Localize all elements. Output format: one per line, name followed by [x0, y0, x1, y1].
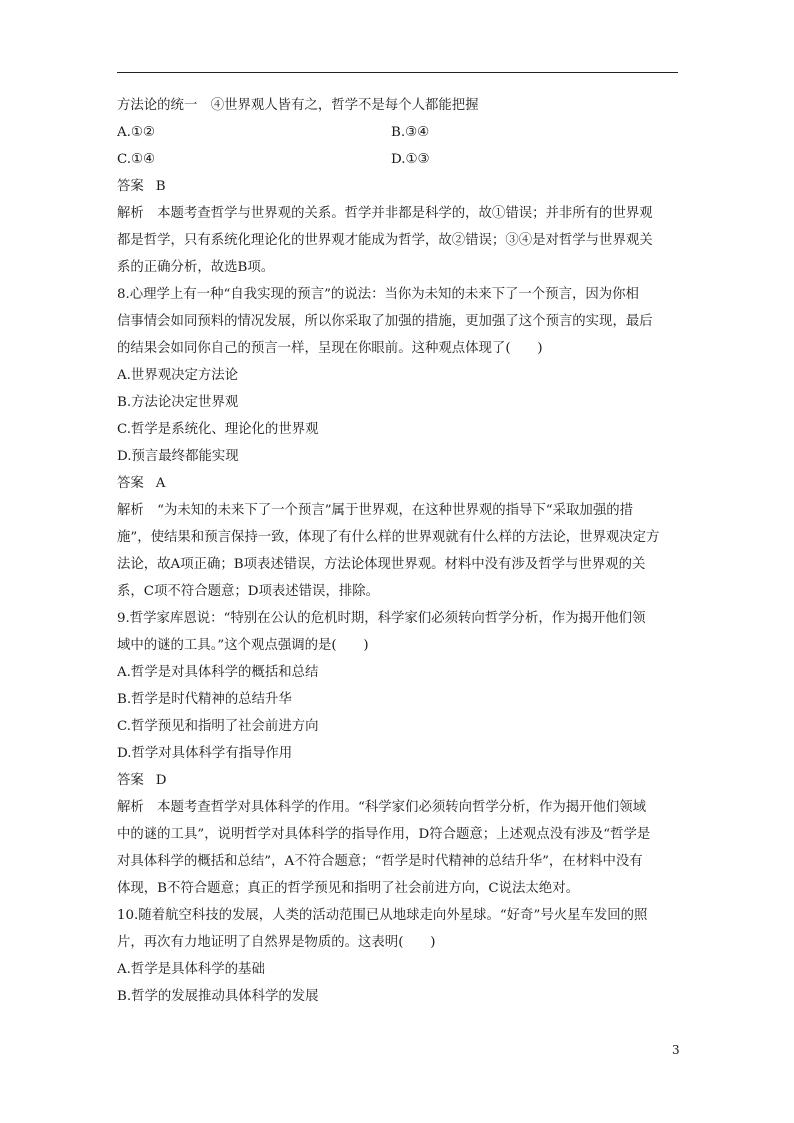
question-9-option: A.哲学是对具体科学的概括和总结: [117, 665, 319, 680]
question-9-analysis-line: 对具体科学的概括和总结”，A不符合题意；“哲学是时代精神的总结升华”，在材料中没有: [117, 854, 643, 869]
option-b: B.③④: [391, 125, 430, 140]
question-8-answer: [117, 470, 682, 497]
question-7-options-row-2: [117, 146, 682, 173]
option-c: C.①④: [117, 152, 156, 167]
question-9-stem-line: 9.哲学家库恩说：“特别在公认的危机时期，科学家们必须转向哲学分析，作为揭开他们领: [117, 611, 646, 626]
question-8-analysis-line: 法论，故A项正确；B项表述错误，方法论体现世界观。材料中没有涉及哲学与世界观的关: [117, 557, 646, 572]
question-7-stem-tail: 方法论的统一 ④世界观人皆有之，哲学不是每个人都能把握: [117, 98, 479, 113]
question-9-analysis-line: 解析 本题考查哲学对具体科学的作用。“科学家们必须转向哲学分析，作为揭开他们领域: [117, 800, 647, 815]
question-7-analysis-line: 解析 本题考查哲学与世界观的关系。哲学并非都是科学的，故①错误；并非所有的世界观: [117, 206, 653, 221]
answer-label: 答案: [117, 476, 144, 491]
question-9-analysis-line: 中的谜的工具”，说明哲学对具体科学的指导作用，D符合题意；上述观点没有涉及“哲学是: [117, 827, 651, 842]
question-8-analysis-line: 施”，使结果和预言保持一致，体现了有什么样的世界观就有什么样的方法论，世界观决定方: [117, 530, 660, 545]
option-d: D.①③: [391, 152, 430, 167]
question-8-stem-line: 8.心理学上有一种“自我实现的预言”的说法：当你为未知的未来下了一个预言，因为你相: [117, 287, 639, 302]
page-content: [117, 92, 682, 1010]
question-8-option: D.预言最终都能实现: [117, 449, 239, 464]
question-8-analysis-line: 系，C项不符合题意；D项表述错误，排除。: [117, 584, 380, 599]
question-9-option: D.哲学对具体科学有指导作用: [117, 746, 293, 761]
question-10-stem-line: 10.随着航空科技的发展，人类的活动范围已从地球走向外星球。“好奇”号火星车发回的照: [117, 908, 648, 923]
page-number: 3: [672, 1043, 680, 1057]
question-9-analysis-line: 体现，B不符合题意；真正的哲学预见和指明了社会前进方向，C说法太绝对。: [117, 881, 579, 896]
question-7-options-row-1: [117, 119, 682, 146]
option-a: A.①②: [117, 125, 155, 140]
question-9-option: C.哲学预见和指明了社会前进方向: [117, 719, 319, 734]
question-8-option: A.世界观决定方法论: [117, 368, 239, 383]
question-8-option: B.方法论决定世界观: [117, 395, 239, 410]
question-10-option: A.哲学是具体科学的基础: [117, 962, 265, 977]
answer-label: 答案: [117, 179, 144, 194]
question-7-analysis-line: 都是哲学，只有系统化理论化的世界观才能成为哲学，故②错误；③④是对哲学与世界观关: [117, 233, 653, 248]
question-10-stem-line: 片，再次有力地证明了自然界是物质的。这表明( ): [117, 935, 436, 950]
question-9-stem-line: 域中的谜的工具。”这个观点强调的是( ): [117, 638, 369, 653]
answer-label: 答案: [117, 773, 144, 788]
question-9-option: B.哲学是时代精神的总结升华: [117, 692, 292, 707]
question-10-option: B.哲学的发展推动具体科学的发展: [117, 989, 319, 1004]
question-8-stem-line: 的结果会如同你自己的预言一样，呈现在你眼前。这种观点体现了( ): [117, 341, 543, 356]
answer-value: B: [155, 179, 166, 194]
question-9-answer: [117, 767, 682, 794]
answer-value: D: [155, 773, 167, 788]
header-rule: [117, 72, 678, 73]
question-7-answer: [117, 173, 682, 200]
question-8-option: C.哲学是系统化、理论化的世界观: [117, 422, 319, 437]
answer-value: A: [155, 476, 166, 491]
question-7-analysis-line: 系的正确分析，故选B项。: [117, 260, 275, 275]
question-8-analysis-line: 解析 “为未知的未来下了一个预言”属于世界观，在这种世界观的指导下“采取加强的措: [117, 503, 633, 518]
question-8-stem-line: 信事情会如同预料的情况发展，所以你采取了加强的措施，更加强了这个预言的实现，最后: [117, 314, 653, 329]
